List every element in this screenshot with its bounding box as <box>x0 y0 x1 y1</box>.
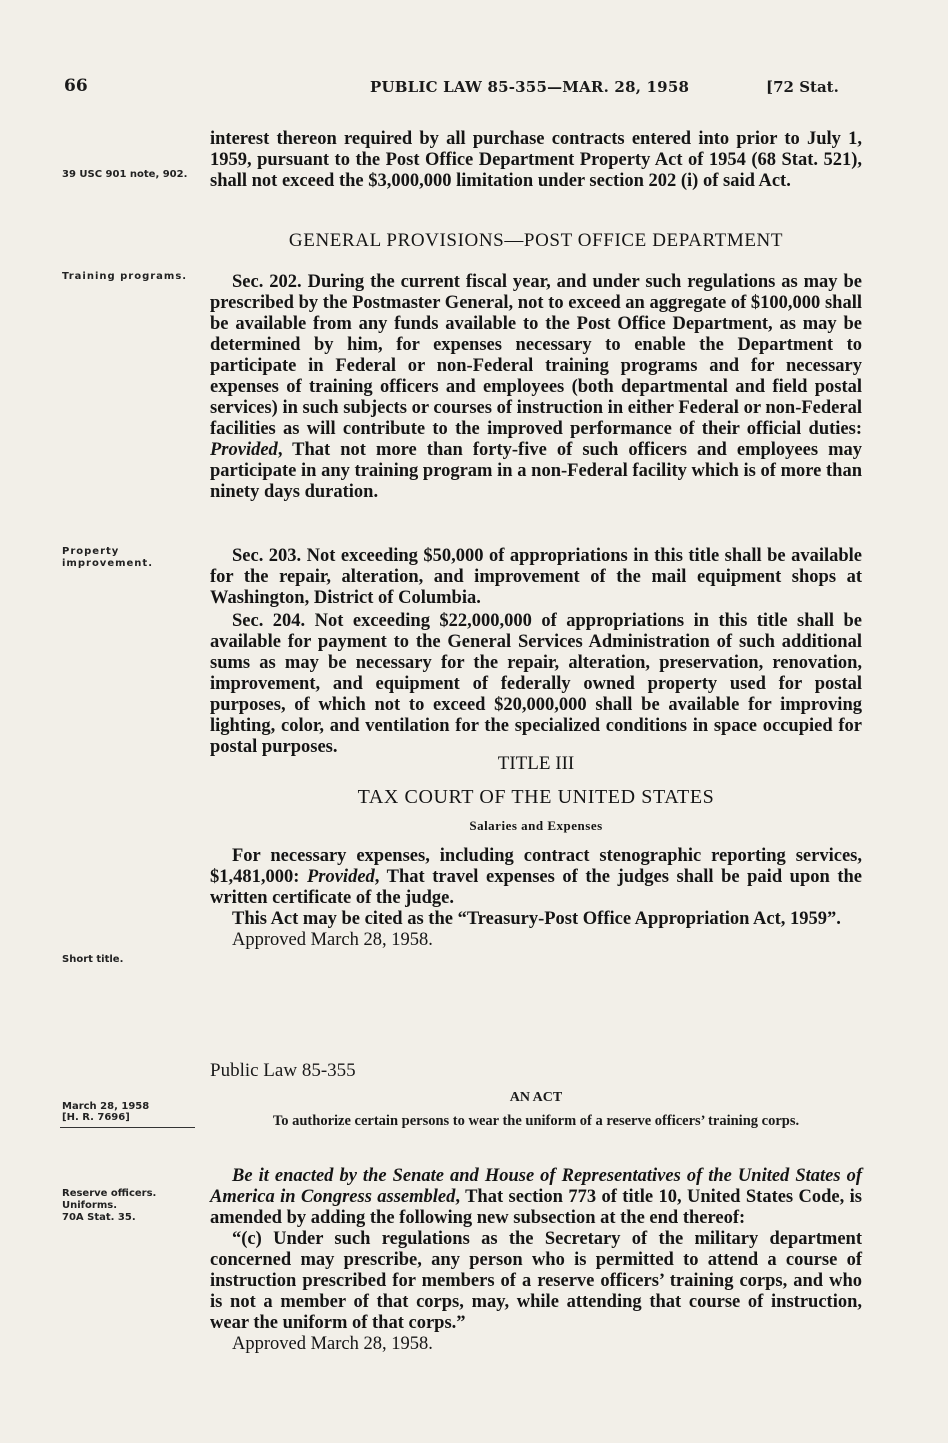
margin-rule <box>60 1127 195 1128</box>
tax-court-paragraph <box>210 846 862 951</box>
short-title-text: This Act may be cited as the “Treasury-Post Office Appropriation Act, 1959”. <box>232 909 841 929</box>
margin-note-date: March 28, 1958 <box>62 1101 150 1112</box>
paragraph-text: interest thereon required by all purchase contracts entered into prior to July 1, 1959, pursuant to the Post Office Department Property Act of 1954 (68 Stat. 521), shall not exceed the $3,000,000 limitation under section 202 (i) of said Act. <box>210 129 862 191</box>
tax-court-heading: TAX COURT OF THE UNITED STATES <box>357 786 715 808</box>
section-204-text: Sec. 204. Not exceeding $22,000,000 of appropriations in this title shall be available for payment to the General Services Administration of such additional sums as may be necessary for the repair, alteration, preservation, renovation, improvement, and equipment of federally owned property used for postal purposes, of which not to exceed $20,000,000 shall be available for improving lighting, color, and ventilation for the specialized conditions in space occupied for postal purposes. <box>210 611 862 757</box>
page-number: 66 <box>64 76 88 96</box>
margin-note-property: Property improvement. <box>62 546 154 569</box>
margin-note-bill: [H. R. 7696] <box>62 1112 130 1123</box>
enacting-clause <box>210 1166 862 1355</box>
act-purpose: To authorize certain persons to wear the uniform of a reserve officers’ training corps. <box>272 1113 800 1129</box>
running-header: PUBLIC LAW 85-355—MAR. 28, 1958 <box>370 78 690 96</box>
paragraph-continuation <box>210 129 862 192</box>
margin-note-training: Training programs. <box>62 271 188 282</box>
salaries-heading: Salaries and Expenses <box>469 818 603 833</box>
section-heading-general: GENERAL PROVISIONS—POST OFFICE DEPARTMENT <box>288 230 784 251</box>
section-203-text: Sec. 203. Not exceeding $50,000 of appropriations in this title shall be available for the repair, alteration, and improvement of the mail equipment shops at Washington, District of Columbia. <box>210 546 862 608</box>
approval-line: Approved March 28, 1958. <box>232 930 433 950</box>
subsection-c-text: “(c) Under such regulations as the Secretary of the military department concerned may prescribe, any person who is permitted to attend a course of instruction prescribed for members of a reserve officers’ training corps, and who is not a member of that corps, may, while attending that course of instruction, wear the uniform of that corps.” <box>210 1229 862 1333</box>
title-iii-heading: TITLE III <box>497 753 575 774</box>
margin-note-reserve: Reserve officers. <box>62 1188 157 1199</box>
stat-reference: [72 Stat. <box>766 78 839 96</box>
margin-note-stat: 70A Stat. 35. <box>62 1212 136 1223</box>
an-act-heading: AN ACT <box>509 1090 563 1105</box>
margin-note-short-title: Short title. <box>62 954 124 965</box>
enacting-text: Be it enacted by the Senate and House of Representatives of the United States of America in Congress assembled, That section 773 of title 10, United States Code, is amended by adding the following new subsection at the end thereof: <box>210 1166 862 1228</box>
approval-line-2: Approved March 28, 1958. <box>232 1334 433 1354</box>
section-203 <box>210 546 862 609</box>
section-204 <box>210 611 862 758</box>
public-law-heading: Public Law 85-355 <box>210 1060 356 1081</box>
tax-court-text: For necessary expenses, including contract stenographic reporting services, $1,481,000: Provided, That travel expenses of the judges shall be paid upon the written certificate of the judge. <box>210 846 862 908</box>
section-202-text: Sec. 202. During the current fiscal year, and under such regulations as may be prescribed by the Postmaster General, not to exceed an aggregate of $100,000 shall be available from any funds available to the Post Office Department, as may be determined by him, for expenses necessary to enable the Department to participate in Federal or non-Federal training programs and for necessary expenses of training officers and employees (both departmental and field postal services) in such subjects or courses of instruction in either Federal or non-Federal facilities as will contribute to the improved performance of their official duties: Provided, That not more than forty-five of such officers and employees may participate in any training program in a non-Federal facility which is of more than ninety days duration. <box>210 272 862 502</box>
margin-note-usc: 39 USC 901 note, 902. <box>62 169 188 180</box>
margin-note-uniforms: Uniforms. <box>62 1200 117 1211</box>
section-202 <box>210 272 862 503</box>
